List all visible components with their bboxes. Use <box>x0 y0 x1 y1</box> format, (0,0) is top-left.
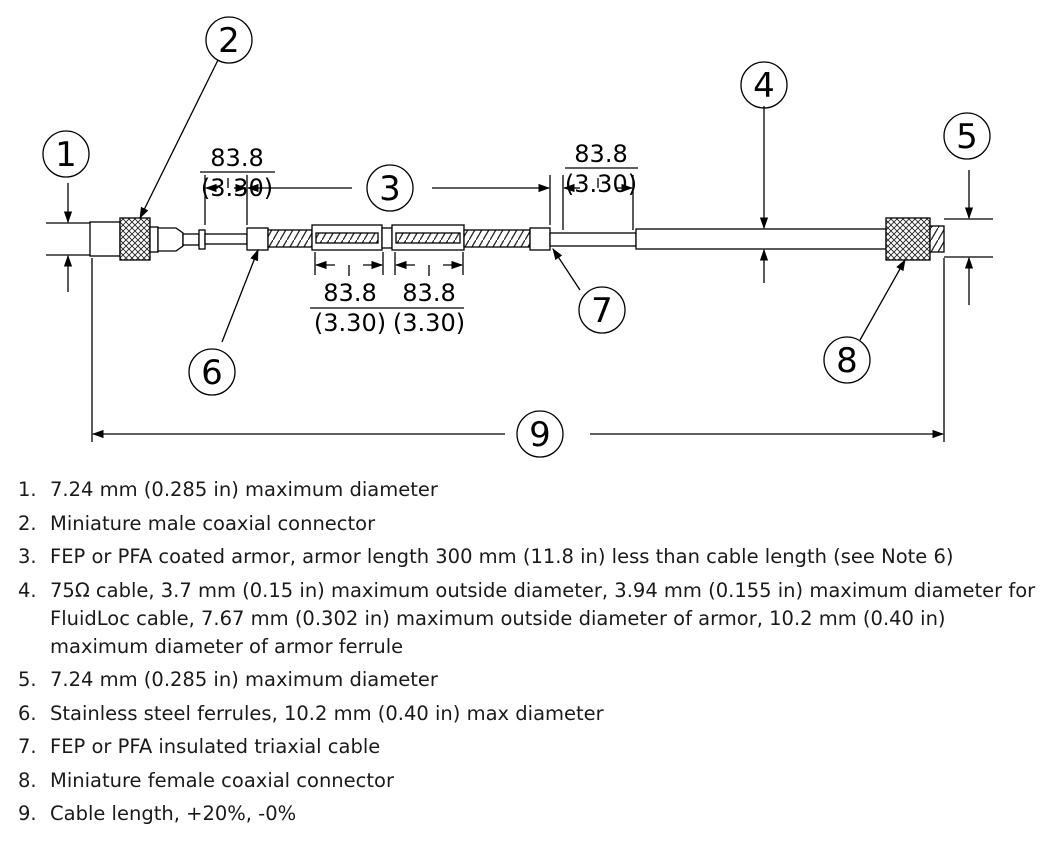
dim-ferrule-left-in: (3.30) <box>200 174 274 202</box>
callout-5-label: 5 <box>956 117 978 157</box>
legend-item-number: 5. <box>18 668 37 691</box>
legend-item <box>0 800 1042 828</box>
legend-item-text: Miniature male coaxial connector <box>50 511 376 535</box>
dim-armor-a-in: (3.30) <box>313 309 387 337</box>
callout-4-label: 4 <box>753 66 775 106</box>
callout-1-label: 1 <box>55 135 77 175</box>
dim-ferrule-left-mm: 83.8 <box>210 144 264 172</box>
legend-list <box>0 476 1042 834</box>
legend-item <box>0 666 1042 694</box>
legend-item-text: 7.24 mm (0.285 in) maximum diameter <box>50 478 438 501</box>
callout-7-label: 7 <box>591 291 613 331</box>
legend-item-number: 3. <box>18 545 37 568</box>
legend-item-text: FEP or PFA coated armor, armor length 300 mm (11.8 in) less than cable length (see Note 6) <box>50 545 954 568</box>
callout-3-label: 3 <box>379 169 401 209</box>
legend-item-text: 7.24 mm (0.285 in) maximum diameter <box>50 668 438 691</box>
legend-item <box>0 476 1042 504</box>
callout-6-label: 6 <box>201 353 223 393</box>
legend-item-number: 2. <box>18 511 37 535</box>
legend-item-text: Cable length, +20%, -0% <box>50 802 297 825</box>
dim-armor-a-mm: 83.8 <box>323 279 377 307</box>
legend-item <box>0 510 1042 538</box>
legend-item <box>0 543 1042 571</box>
legend-item-text: Stainless steel ferrules, 10.2 mm (0.40 in) max diameter <box>50 701 604 725</box>
legend-item <box>0 700 1042 728</box>
legend-item <box>0 733 1042 761</box>
legend-item <box>0 767 1042 795</box>
dim-armor-b-in: (3.30) <box>392 309 466 337</box>
legend-item-text: 75Ω cable, 3.7 mm (0.15 in) maximum outside diameter, 3.94 mm (0.155 in) maximum diameter for FluidLoc cable, 7.67 mm (0.302 in) maximum outside diameter of armor, 10.2 mm (0.40 in) maximum diameter of armor ferrule <box>50 578 1036 658</box>
callout-2-label: 2 <box>218 21 240 61</box>
legend-item <box>0 577 1042 661</box>
legend-item-number: 1. <box>18 478 37 501</box>
dim-ferrule-right-mm: 83.8 <box>574 140 628 168</box>
legend-item-number: 9. <box>18 802 37 825</box>
legend-item-number: 6. <box>18 701 37 725</box>
legend-item-number: 4. <box>18 578 37 602</box>
callout-8-label: 8 <box>836 341 858 381</box>
callout-9-label: 9 <box>529 415 551 455</box>
legend-item-text: Miniature female coaxial connector <box>50 768 394 792</box>
legend-item-number: 8. <box>18 768 37 792</box>
dim-armor-b-mm: 83.8 <box>402 279 456 307</box>
legend-item-text: FEP or PFA insulated triaxial cable <box>50 735 381 758</box>
legend-item-number: 7. <box>18 735 37 758</box>
dim-ferrule-right-in: (3.30) <box>564 170 638 198</box>
